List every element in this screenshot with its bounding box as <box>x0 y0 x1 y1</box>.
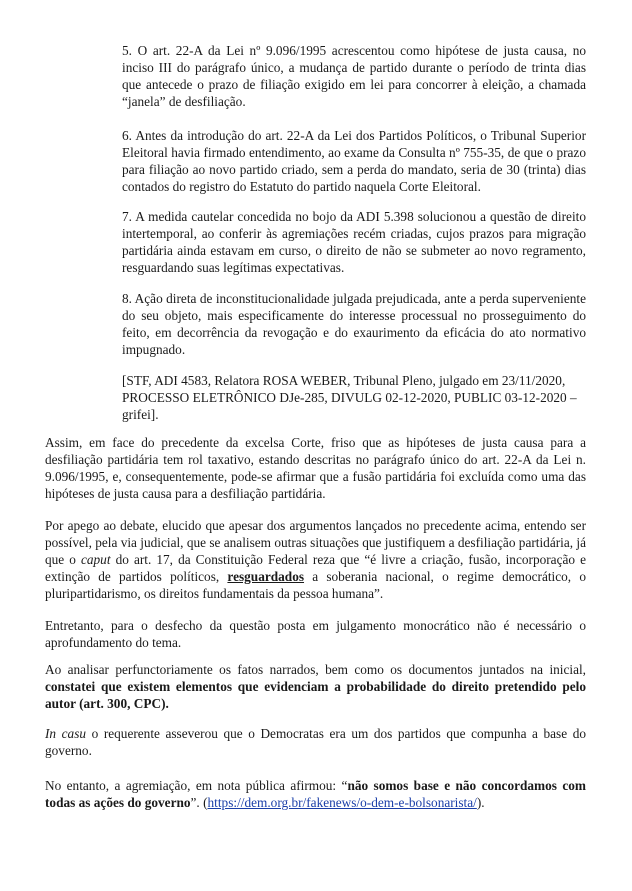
paragraph-apego-text-2: do art. 17, da Constituição Federal reza que “é livre a criação, fusão, incorporação e extinção de partidos políticos, <box>45 552 586 584</box>
paragraph-in-casu-text: o requerente asseverou que o Democratas era um dos partidos que compunha a base do governo. <box>45 726 586 758</box>
paragraph-no-entanto-text-1: No entanto, a agremiação, em nota pública afirmou: “ <box>45 778 348 793</box>
paragraph-assim: Assim, em face do precedente da excelsa Corte, friso que as hipóteses de justa causa para a desfiliação partidária tem rol taxativo, estando descritas no parágrafo único do art. 22-A da Lei n. 9.096/1995, e, consequentemente, pode-se afirmar que a fusão partidária foi excluída como uma das hipóteses de justa causa para a desfiliação partidária. <box>45 435 586 501</box>
caput-term: caput <box>80 552 111 567</box>
citation-block: [STF, ADI 4583, Relatora ROSA WEBER, Tribunal Pleno, julgado em 23/11/2020, PROCESSO ELETRÔNICO DJe-285, DIVULG 02-12-2020, PUBLIC 03-12-2020 – grifei]. <box>122 373 577 422</box>
paragraph-apego-text-1: Por apego ao debate, elucido que apesar dos argumentos lançados no precedente acima, entendo ser possível, pela via judicial, que se analisem outras situações que justifiquem a desfiliação partidária, já que o <box>45 518 586 567</box>
paragraph-no-entanto <box>45 777 586 811</box>
paragraph-analisar-text: Ao analisar perfunctoriamente os fatos narrados, bem como os documentos juntados na inicial, <box>45 662 586 677</box>
paragraph-apego-text-3: a soberania nacional, o regime democrático, o pluripartidarismo, os direitos fundamentais da pessoa humana”. <box>45 569 586 601</box>
quote-item-7: 7. A medida cautelar concedida no bojo da ADI 5.398 solucionou a questão de direito intertemporal, ao conferir às agremiações recém criadas, cujos prazos para migração partidária ainda estavam em curso, o direito de não se submeter ao novo regramento, resguardando suas legítimas expectativas. <box>122 209 586 275</box>
paragraph-analisar <box>45 661 586 712</box>
paragraph-entretanto: Entretanto, para o desfecho da questão posta em julgamento monocrático não é necessário o aprofundamento do tema. <box>45 618 586 650</box>
paragraph-analisar-bold: constatei que existem elementos que evidenciam a probabilidade do direito pretendido pelo autor (art. 300, CPC). <box>45 679 586 711</box>
quote-item-8: 8. Ação direta de inconstitucionalidade julgada prejudicada, ante a perda superveniente do seu objeto, mais especificamente do interesse processual no prosseguimento do feito, em decorrência da revogação e do exaurimento da eficácia do ato normativo impugnado. <box>122 291 586 357</box>
dem-nota-link[interactable]: https://dem.org.br/fakenews/o-dem-e-bolsonarista/ <box>207 795 477 810</box>
quote-item-6: 6. Antes da introdução do art. 22-A da Lei dos Partidos Políticos, o Tribunal Superior Eleitoral havia firmado entendimento, ao exame da Consulta nº 755-35, de que o prazo para filiação ao novo partido criado, sem a perda do mandato, seria de 30 (trinta) dias contados do registro do Estatuto do partido naquela Corte Eleitoral. <box>122 128 586 194</box>
paragraph-no-entanto-text-3: ). <box>476 795 485 810</box>
paragraph-apego <box>45 517 586 602</box>
in-casu-term: In casu <box>45 726 87 741</box>
resguardados-term: resguardados <box>227 569 305 584</box>
paragraph-in-casu <box>45 725 586 759</box>
quote-item-5: 5. O art. 22-A da Lei nº 9.096/1995 acrescentou como hipótese de justa causa, no inciso III do parágrafo único, a mudança de partido durante o período de trinta dias que antecede o prazo de filiação exigido em lei para concorrer à eleição, a chamada “janela” de desfiliação. <box>122 43 586 109</box>
paragraph-no-entanto-bold: não somos base e não concordamos com todas as ações do governo <box>45 778 586 810</box>
paragraph-no-entanto-text-2: ”. ( <box>190 795 208 810</box>
